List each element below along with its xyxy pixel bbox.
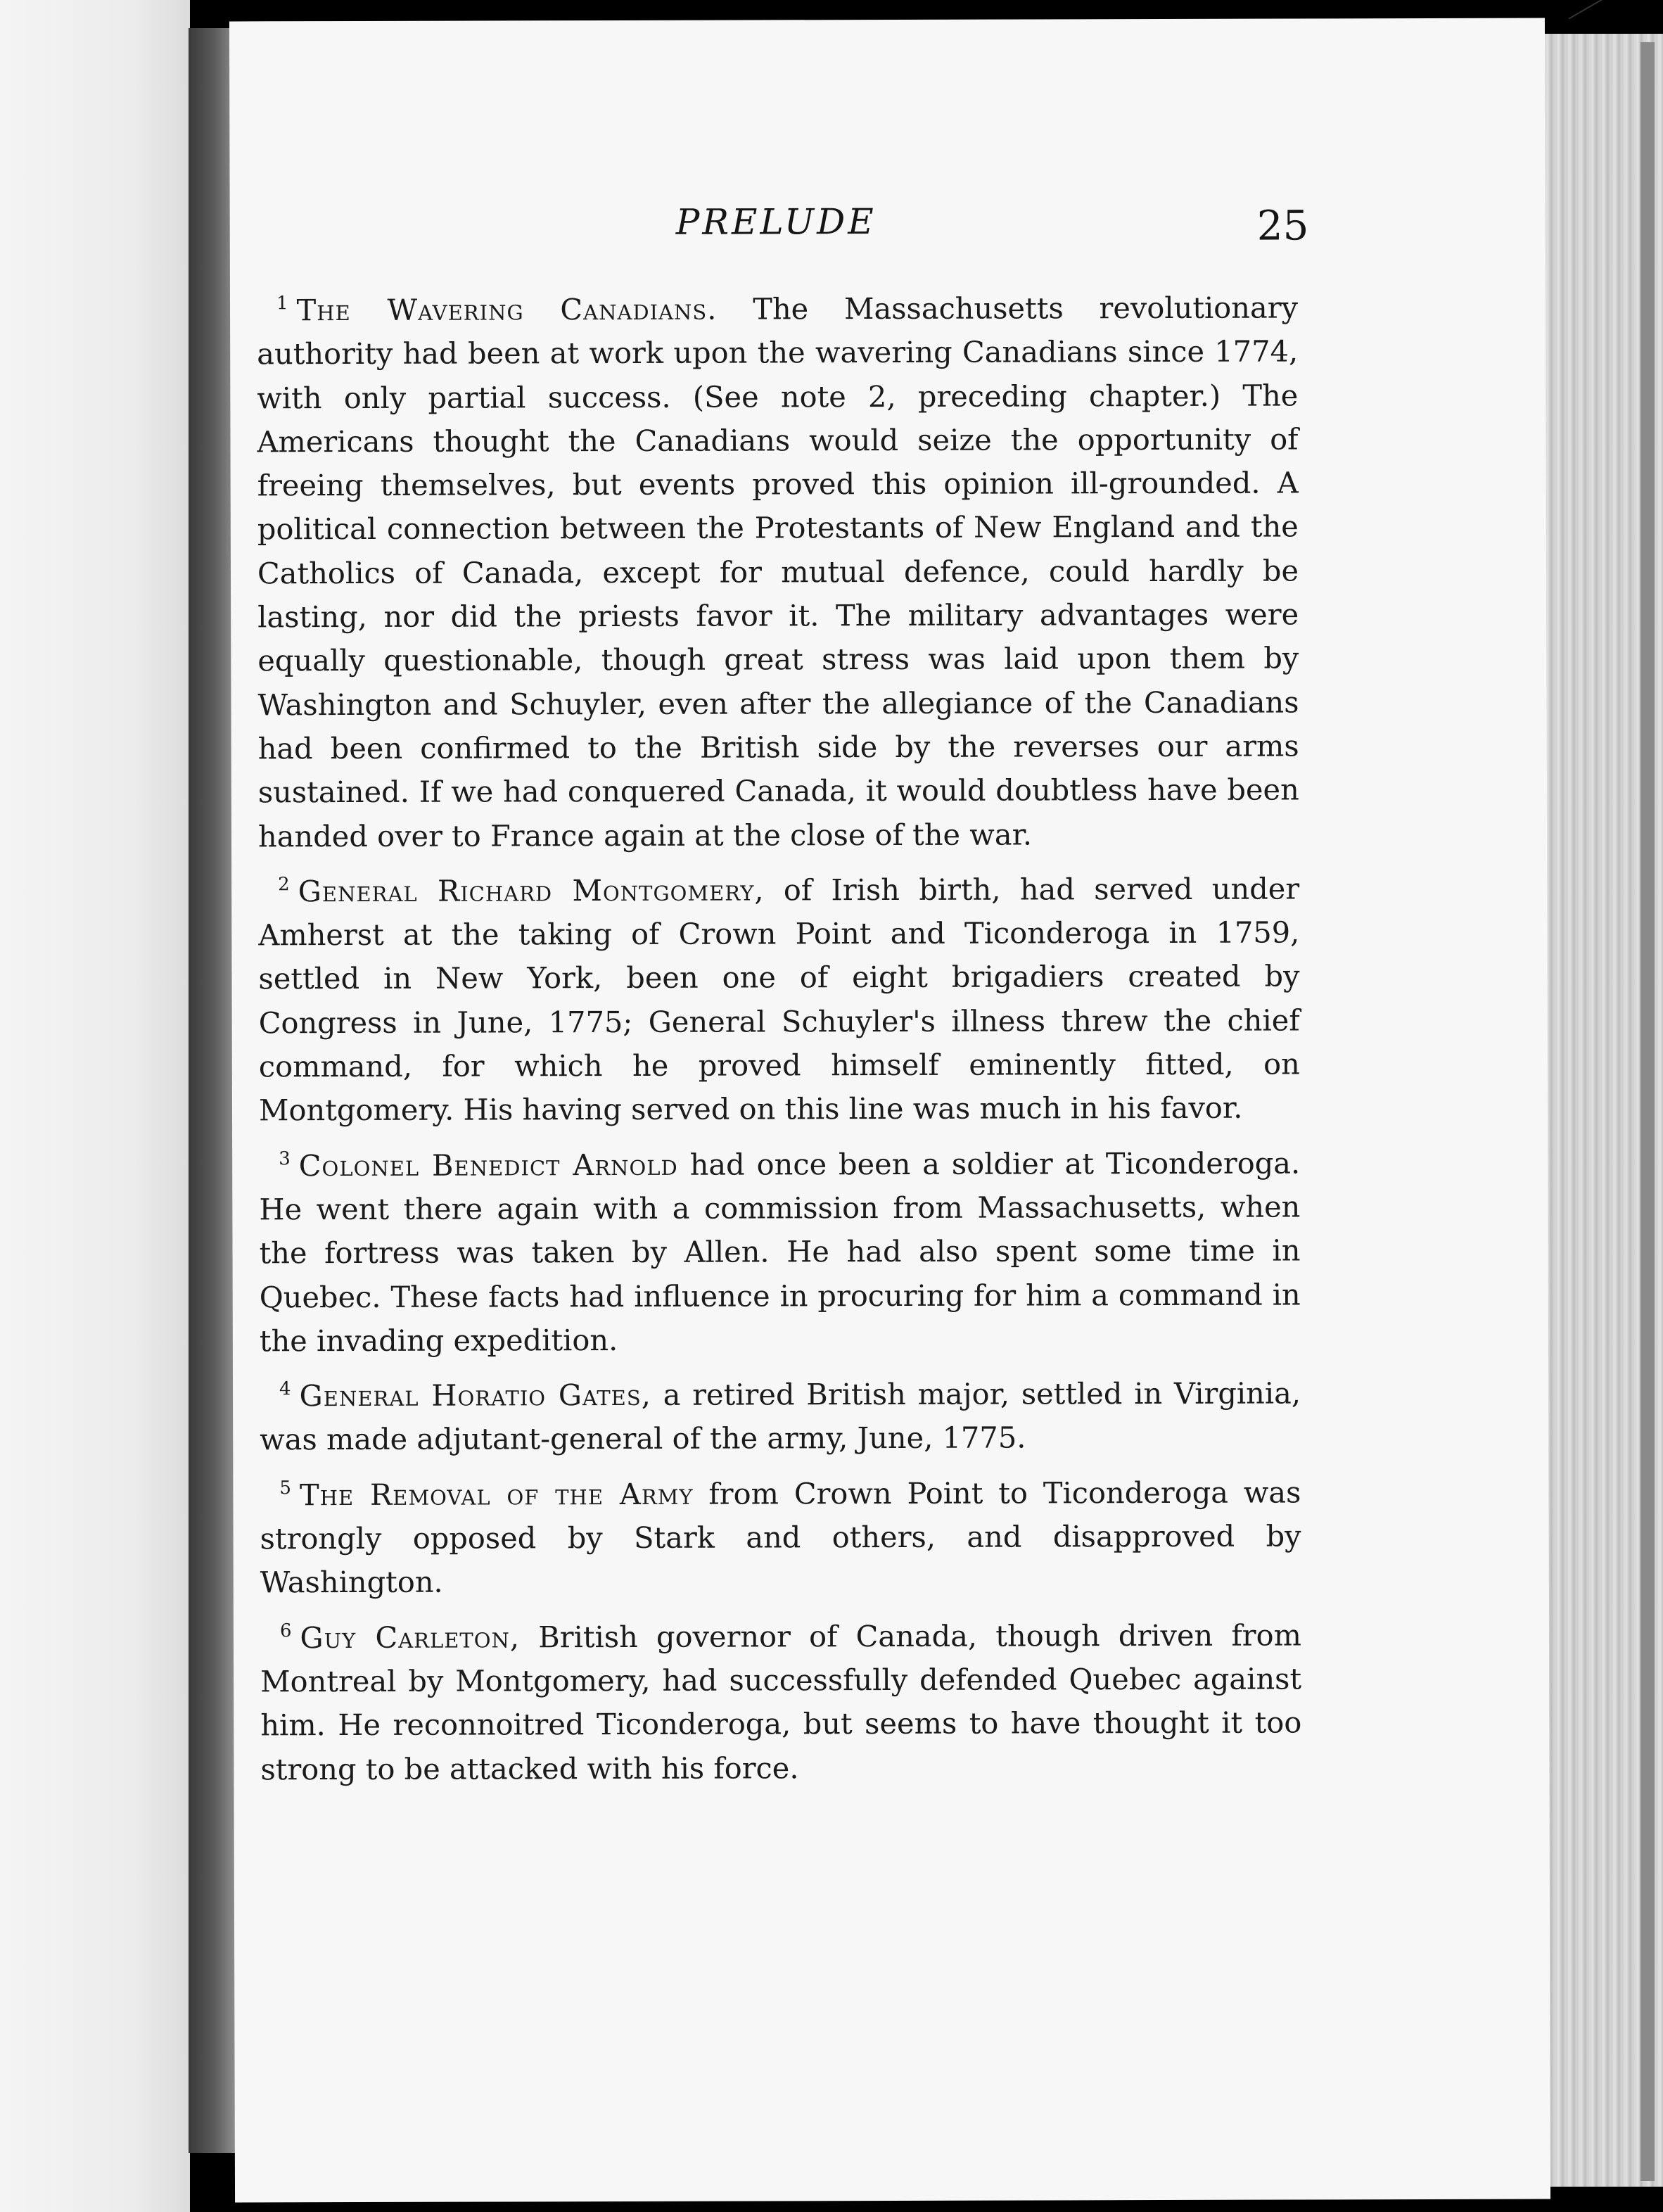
page-number: 25 xyxy=(1256,201,1309,250)
note-5 xyxy=(260,1463,1301,1605)
note-number: 6 xyxy=(279,1620,292,1641)
page-header xyxy=(230,200,1546,260)
note-number: 2 xyxy=(278,874,290,896)
note-4 xyxy=(260,1365,1301,1462)
note-number: 5 xyxy=(279,1477,291,1499)
note-text: a retired British major, settled in Virginia, was made adjutant-general of the army, June, 1775. xyxy=(260,1375,1301,1457)
note-number: 4 xyxy=(279,1378,291,1400)
note-number: 3 xyxy=(279,1148,291,1169)
book-page xyxy=(229,18,1550,2203)
note-text: of Irish birth, had served under Amherst at the taking of Crown Point and Ticonderoga in 1759, settled in New York, been one of eight brigadiers created by Congress in June, 1775; General Schuyler's illness threw the chief command, for which he proved himself eminently fitted, on Montgomery. His having served on this line was much in his favor. xyxy=(258,871,1300,1128)
note-heading: Colonel Benedict Arnold xyxy=(298,1147,678,1183)
footnotes xyxy=(257,279,1302,1791)
note-text: The Massachusetts revolutionary authority had been at work upon the wavering Canadians since 1774, with only partial success. (See note 2, preceding chapter.) The Americans thought the Canadians would seize the opportunity of freeing themselves, but events proved this opinion ill-grounded. A political connection between the Protestants of New England and the Catholics of Canada, except for mutual defence, could hardly be lasting, nor did the priests favor it. The military advantages were equally questionable, though great stress was laid upon them by Washington and Schuyler, even after the allegiance of the Canadians had been confirmed to the British side by the reverses our arms sustained. If we had conquered Canada, it would doubtless have been handed over to France again at the close of the war. xyxy=(257,290,1299,853)
note-text: British governor of Canada, though driven from Montreal by Montgomery, had successfully defended Quebec against him. He reconnoitred Ticonderoga, but seems to have thought it too strong to be attacked with his force. xyxy=(260,1617,1302,1786)
note-number: 1 xyxy=(276,293,288,314)
note-heading: The Wavering Canadians. xyxy=(296,291,718,328)
note-heading: General Horatio Gates, xyxy=(299,1378,651,1413)
note-heading: Guy Carleton, xyxy=(300,1619,521,1655)
note-3 xyxy=(259,1134,1301,1363)
note-heading: The Removal of the Army xyxy=(299,1476,694,1512)
running-head: PRELUDE xyxy=(675,201,877,243)
left-page-edge xyxy=(0,0,190,2212)
note-text: had once been a soldier at Ticonderoga. He went there again with a commission from Massachusetts, when the fortress was taken by Allen. He had also spent some time in Quebec. These facts had influence in procuring for him a command in the invading expedition. xyxy=(259,1145,1301,1359)
note-1 xyxy=(257,279,1299,858)
note-text: from Crown Point to Ticonderoga was strongly opposed by Stark and others, and disapproved by Washington. xyxy=(260,1475,1301,1600)
page-stack-shadow xyxy=(1640,42,1655,2181)
note-2 xyxy=(258,860,1300,1133)
note-heading: General Richard Montgomery, xyxy=(298,872,765,909)
note-6 xyxy=(260,1606,1302,1791)
